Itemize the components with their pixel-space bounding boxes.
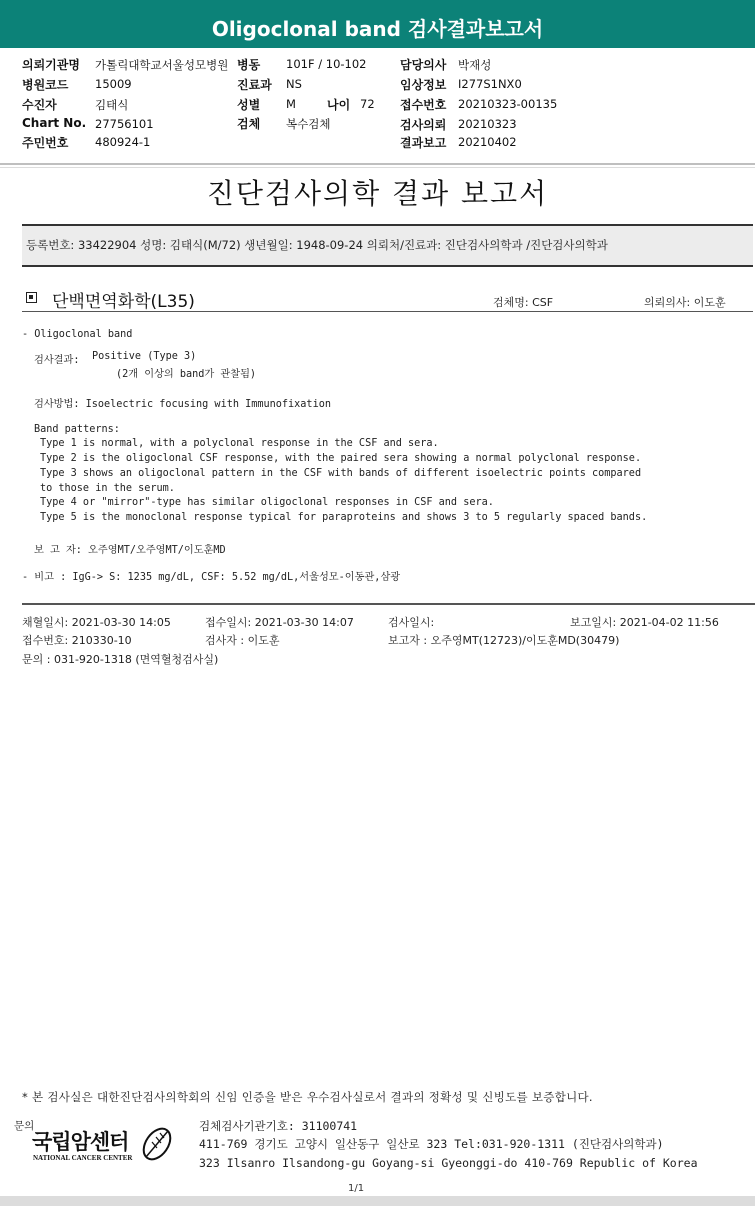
result-note: (2개 이상의 band가 관찰됨) bbox=[116, 369, 257, 380]
national-cancer-center-logo bbox=[14, 1116, 184, 1172]
specimen-name: 검체명: CSF bbox=[493, 296, 554, 309]
page-bottom-bar bbox=[0, 1196, 755, 1206]
final-reporter: 보고자 : 오주영MT(12723)/이도훈MD(30479) bbox=[388, 634, 620, 647]
value-hospital-code: 15009 bbox=[95, 77, 132, 91]
label-attending-doctor: 담당의사 bbox=[400, 58, 447, 72]
page-number: 1/1 bbox=[348, 1183, 365, 1194]
band-patterns-title: Band patterns: bbox=[34, 424, 120, 435]
address-korean: 411-769 경기도 고양시 일산동구 일산로 323 Tel:031-920-1311 (진단검사의학과) bbox=[199, 1137, 664, 1151]
footer-inquiry-label: 문의 bbox=[14, 1120, 35, 1132]
institution-code: 검체검사기관기호: 31100741 bbox=[199, 1119, 358, 1133]
leaf-logo-icon bbox=[140, 1124, 174, 1164]
value-requesting-institution: 가톨릭대학교서울성모병원 bbox=[95, 58, 229, 72]
inquiry-contact: 문의 : 031-920-1318 (면역혈청검사실) bbox=[22, 653, 219, 666]
label-patient: 수진자 bbox=[22, 98, 57, 112]
value-clinical-info: I277S1NX0 bbox=[458, 77, 522, 91]
test-reporters: 보 고 자: 오주영MT/오주영MT/이도훈MD bbox=[34, 545, 226, 556]
value-test-request: 20210323 bbox=[458, 117, 517, 131]
band-pattern-line: Type 2 is the oligoclonal CSF response, with the paired sera showing a normal polyclonal response. bbox=[40, 453, 642, 464]
square-bullet-icon bbox=[26, 292, 37, 303]
value-patient: 김태식 bbox=[95, 98, 129, 112]
report-title: 진단검사의학 결과 보고서 bbox=[206, 177, 549, 210]
label-result-report: 결과보고 bbox=[400, 136, 447, 150]
value-department: NS bbox=[286, 77, 302, 91]
label-sex: 성별 bbox=[237, 98, 261, 112]
section-header bbox=[22, 287, 753, 312]
band-pattern-line: Type 3 shows an oligoclonal pattern in the CSF with bands of different isoelectric points compared bbox=[40, 468, 642, 479]
requesting-doctor: 의뢰의사: 이도훈 bbox=[644, 296, 726, 309]
label-test-request: 검사의뢰 bbox=[400, 118, 447, 132]
exam-time: 검사일시: bbox=[388, 616, 435, 629]
label-chart-no: Chart No. bbox=[22, 116, 87, 130]
collection-time: 채혈일시: 2021-03-30 14:05 bbox=[22, 616, 171, 629]
meta-divider bbox=[22, 603, 755, 605]
receipt-time: 접수일시: 2021-03-30 14:07 bbox=[205, 616, 354, 629]
value-resident-no: 480924-1 bbox=[95, 135, 151, 149]
label-ward: 병동 bbox=[237, 58, 261, 72]
section-title: 단백면역화학(L35) bbox=[52, 292, 195, 312]
test-method: 검사방법: Isoelectric focusing with Immunofixation bbox=[34, 399, 331, 410]
header-divider bbox=[0, 163, 755, 165]
value-ward: 101F / 10-102 bbox=[286, 57, 367, 71]
value-receipt-number: 20210323-00135 bbox=[458, 97, 558, 111]
label-department: 진료과 bbox=[237, 78, 272, 92]
value-age: 72 bbox=[360, 97, 375, 111]
band-pattern-line: to those in the serum. bbox=[40, 483, 175, 494]
value-sex: M bbox=[286, 97, 296, 111]
examiner: 검사자 : 이도훈 bbox=[205, 634, 280, 647]
result-label: 검사결과: bbox=[34, 355, 80, 366]
report-time: 보고일시: 2021-04-02 11:56 bbox=[570, 616, 719, 629]
patient-info-line: 등록번호: 33422904 성명: 김태식(M/72) 생년월일: 1948-09-24 의뢰처/진료과: 진단검사의학과 /진단검사의학과 bbox=[26, 238, 608, 252]
value-chart-no: 27756101 bbox=[95, 117, 154, 131]
header-divider-thin bbox=[0, 167, 755, 168]
value-specimen: 복수검체 bbox=[286, 117, 331, 131]
document-title: Oligoclonal band 검사결과보고서 bbox=[211, 17, 544, 41]
receipt-no: 접수번호: 210330-10 bbox=[22, 634, 132, 647]
label-hospital-code: 병원코드 bbox=[22, 78, 69, 92]
address-english: 323 Ilsanro Ilsandong-gu Goyang-si Gyeonggi-do 410-769 Republic of Korea bbox=[199, 1156, 698, 1170]
patient-info-box bbox=[22, 224, 753, 267]
label-receipt-number: 접수번호 bbox=[400, 98, 447, 112]
certification-note: * 본 검사실은 대한진단검사의학회의 신임 인증을 받은 우수검사실로서 결과의 정확성 및 신빙도를 보증합니다. bbox=[22, 1090, 593, 1104]
band-pattern-line: Type 1 is normal, with a polyclonal response in the CSF and sera. bbox=[40, 438, 439, 449]
value-attending-doctor: 박재성 bbox=[458, 58, 492, 72]
label-resident-no: 주민번호 bbox=[22, 136, 69, 150]
label-requesting-institution: 의뢰기관명 bbox=[22, 58, 80, 72]
label-clinical-info: 임상정보 bbox=[400, 78, 447, 92]
value-result-report: 20210402 bbox=[458, 135, 517, 149]
label-age: 나이 bbox=[327, 98, 351, 112]
logo-korean-text: 국립암센터 bbox=[32, 1130, 129, 1154]
remarks: - 비고 : IgG-> S: 1235 mg/dL, CSF: 5.52 mg/dL,서울성모-이동관,삼광 bbox=[22, 572, 401, 583]
band-pattern-line: Type 5 is the monoclonal response typical for paraproteins and shows 3 to 5 regularly spaced bands. bbox=[40, 512, 648, 523]
result-value: Positive (Type 3) bbox=[92, 351, 197, 362]
test-name: - Oligoclonal band bbox=[22, 329, 133, 340]
label-specimen: 검체 bbox=[237, 117, 261, 131]
report-header bbox=[0, 48, 755, 166]
logo-english-text: NATIONAL CANCER CENTER bbox=[33, 1154, 133, 1162]
band-pattern-line: Type 4 or "mirror"-type has similar oligoclonal responses in CSF and sera. bbox=[40, 497, 494, 508]
